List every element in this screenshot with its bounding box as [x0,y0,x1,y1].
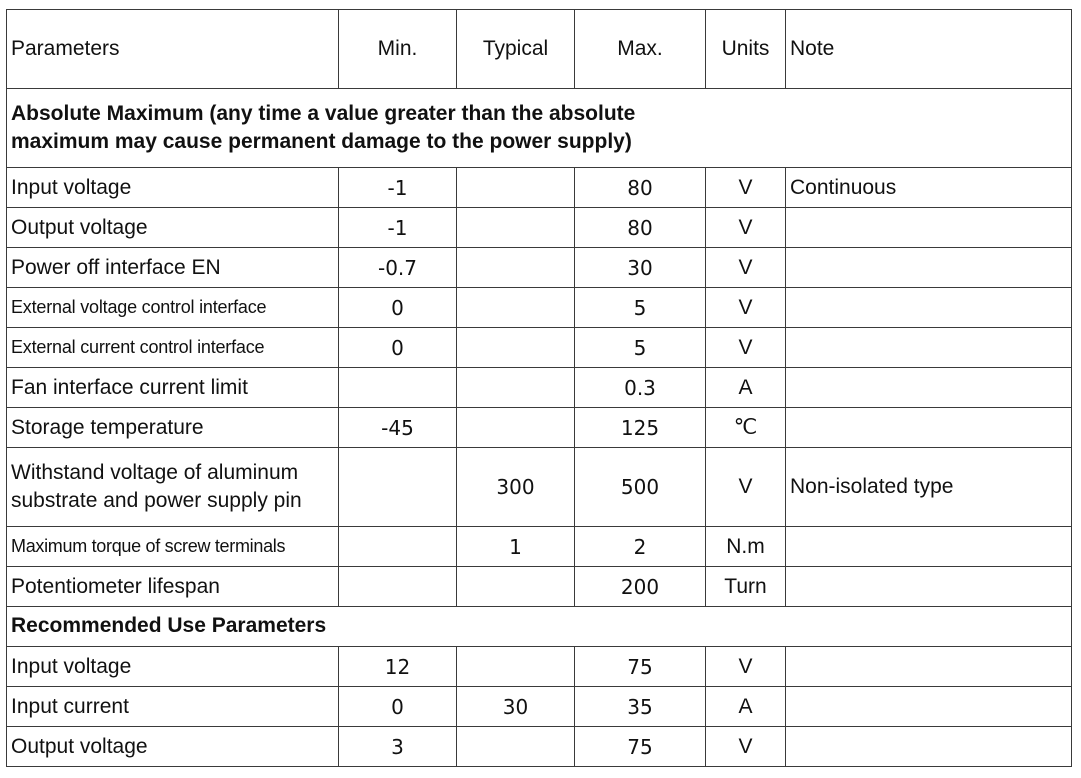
row-param: Power off interface EN [7,248,339,288]
table-row [7,687,1072,727]
section-recommended-title: Recommended Use Parameters [7,607,1072,647]
header-row [7,10,1072,89]
row-max: 75 [575,647,706,687]
row-typical [457,168,575,208]
row-units: V [706,248,786,288]
row-typical [457,208,575,248]
row-min: 0 [339,687,457,727]
row-min: -1 [339,208,457,248]
table-row [7,328,1072,368]
row-min: 12 [339,647,457,687]
parameters-table [6,9,1072,767]
row-max: 200 [575,567,706,607]
row-note [786,248,1072,288]
section-absolute-line1: Absolute Maximum (any time a value greater than the absolute [11,101,636,125]
row-units: A [706,687,786,727]
row-typical [457,647,575,687]
row-param: Input current [7,687,339,727]
row-units: V [706,168,786,208]
row-min [339,448,457,527]
row-units: N.m [706,527,786,567]
row-param [7,448,339,527]
row-min: -45 [339,408,457,448]
row-max: 80 [575,168,706,208]
table-row [7,527,1072,567]
row-param-line1: Withstand voltage of aluminum [11,460,299,484]
table-row [7,288,1072,328]
table-row [7,208,1072,248]
row-max: 5 [575,288,706,328]
row-note [786,328,1072,368]
row-note: Continuous [786,168,1072,208]
section-absolute-line2: maximum may cause permanent damage to the power supply) [11,130,632,153]
table-row [7,408,1072,448]
row-units: V [706,328,786,368]
row-param-line2: substrate and power supply pin [11,489,302,512]
row-min: -0.7 [339,248,457,288]
row-param: Fan interface current limit [7,368,339,408]
row-note [786,288,1072,328]
row-param: Output voltage [7,727,339,767]
row-param: Output voltage [7,208,339,248]
row-typical [457,567,575,607]
row-note [786,208,1072,248]
table-row [7,368,1072,408]
table-row [7,567,1072,607]
row-param: Potentiometer lifespan [7,567,339,607]
row-note [786,408,1072,448]
row-param: Input voltage [7,647,339,687]
row-units: V [706,727,786,767]
row-units: ℃ [706,408,786,448]
row-note [786,527,1072,567]
header-units: Units [706,10,786,89]
row-max: 5 [575,328,706,368]
row-units: V [706,208,786,248]
row-param: Maximum torque of screw terminals [7,527,339,567]
row-typical [457,368,575,408]
row-typical [457,248,575,288]
row-typical [457,328,575,368]
table-row [7,168,1072,208]
row-typical: 30 [457,687,575,727]
row-typical [457,408,575,448]
row-min [339,527,457,567]
row-note [786,368,1072,408]
row-max: 500 [575,448,706,527]
row-typical: 1 [457,527,575,567]
table-row [7,727,1072,767]
row-max: 125 [575,408,706,448]
header-min: Min. [339,10,457,89]
row-min: 0 [339,328,457,368]
row-param: Storage temperature [7,408,339,448]
row-max: 35 [575,687,706,727]
row-note: Non-isolated type [786,448,1072,527]
row-typical [457,727,575,767]
row-units: V [706,288,786,328]
row-min: 0 [339,288,457,328]
header-note: Note [786,10,1072,89]
section-absolute-title [7,89,1072,168]
row-max: 75 [575,727,706,767]
row-typical: 300 [457,448,575,527]
row-note [786,727,1072,767]
row-note [786,647,1072,687]
section-absolute-maximum [7,89,1072,168]
row-max: 80 [575,208,706,248]
row-units: V [706,647,786,687]
row-max: 30 [575,248,706,288]
row-param: External current control interface [7,328,339,368]
table-row [7,448,1072,527]
row-units: Turn [706,567,786,607]
row-units: A [706,368,786,408]
row-note [786,567,1072,607]
row-min: 3 [339,727,457,767]
row-units: V [706,448,786,527]
header-typical: Typical [457,10,575,89]
row-param: Input voltage [7,168,339,208]
header-parameters: Parameters [7,10,339,89]
section-recommended [7,607,1072,647]
row-min [339,567,457,607]
header-max: Max. [575,10,706,89]
row-min [339,368,457,408]
row-typical [457,288,575,328]
row-note [786,687,1072,727]
table-row [7,647,1072,687]
row-min: -1 [339,168,457,208]
row-param: External voltage control interface [7,288,339,328]
row-max: 2 [575,527,706,567]
table-row [7,248,1072,288]
row-max: 0.3 [575,368,706,408]
